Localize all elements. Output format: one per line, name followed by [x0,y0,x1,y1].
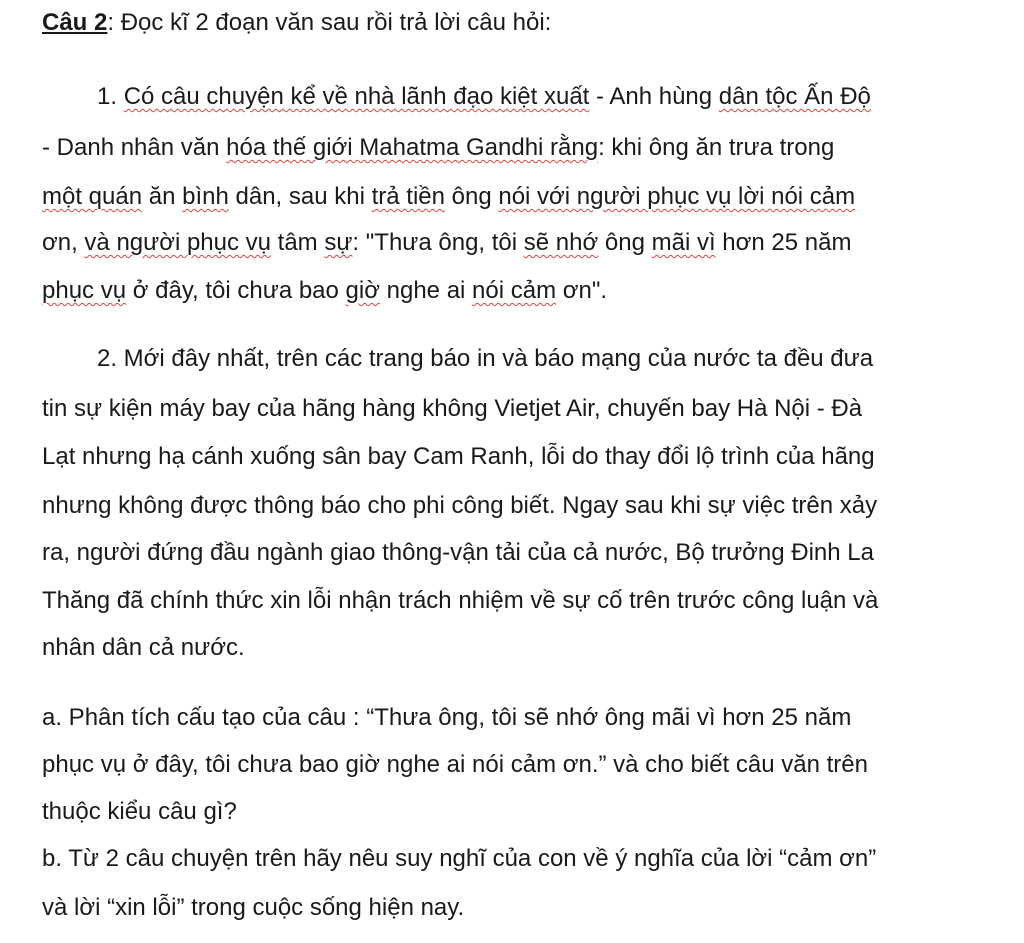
spellcheck-underlined-text: mãi vì [651,229,716,256]
paragraph-2-line: 2. Mới đây nhất, trên các trang báo in và báo mạng của nước ta đều đưa [97,345,874,372]
paragraph-1-text: ăn [142,183,183,210]
paragraph-1-text: - Anh hùng [589,83,719,110]
spellcheck-underlined-text: Có câu chuyện kể về nhà lãnh đạo kiệt xuất [123,83,590,110]
paragraph-1-text: nghe ai [379,277,473,304]
paragraph-1-text: 1. [97,83,124,110]
question-prompt: : Đọc kĩ 2 đoạn văn sau rồi trả lời câu hỏi: [107,9,552,36]
paragraph-1-text: ở đây, tôi chưa bao [126,277,346,304]
paragraph-1-text: ông [444,183,499,210]
paragraph-1-text: - Danh nhân văn [42,134,227,161]
paragraph-1-text: : khi ông ăn trưa trong [598,134,835,161]
paragraph-1-text: ông [598,229,652,256]
spellcheck-underlined-text: dân tộc Ấn Độ [718,83,871,110]
task-a-line: phục vụ ở đây, tôi chưa bao giờ nghe ai nói cảm ơn.” và cho biết câu văn trên [42,751,868,778]
spellcheck-underlined-text: trả tiền [371,183,445,210]
spellcheck-underlined-text: phục vụ [42,277,127,304]
task-a-line: a. Phân tích cấu tạo của câu : “Thưa ông, tôi sẽ nhớ ông mãi vì hơn 25 năm [42,704,852,731]
spellcheck-underlined-text: một quán [42,183,143,210]
paragraph-1-line [42,133,834,163]
question-label: Câu 2 [42,9,108,36]
paragraph-1-text: tâm [271,229,325,256]
spellcheck-underlined-text: sự [324,229,353,256]
spellcheck-underlined-text: và người phục vụ [84,229,271,256]
question-heading [42,8,551,38]
spellcheck-underlined-text: bình [182,183,229,210]
paragraph-2-line: nhân dân cả nước. [42,634,245,661]
paragraph-2-line: nhưng không được thông báo cho phi công biết. Ngay sau khi sự việc trên xảy [42,492,878,519]
task-b-line: và lời “xin lỗi” trong cuộc sống hiện nay. [42,894,465,921]
paragraph-1-text: ơn". [556,277,608,304]
paragraph-1-text: : "Thưa ông, tôi [352,229,524,256]
task-a-line: thuộc kiểu câu gì? [42,798,237,825]
spellcheck-underlined-text: nói cảm [472,277,557,304]
paragraph-1-text: dân, sau khi [228,183,372,210]
paragraph-1-line [42,276,607,306]
paragraph-1-text: ơn, [42,229,85,256]
task-b-line: b. Từ 2 câu chuyện trên hãy nêu suy nghĩ của con về ý nghĩa của lời “cảm ơn” [42,845,877,872]
paragraph-2-line: Lạt nhưng hạ cánh xuống sân bay Cam Ranh, lỗi do thay đổi lộ trình của hãng [42,443,875,470]
spellcheck-underlined-text: sẽ nhớ [523,229,599,256]
paragraph-2-line: ra, người đứng đầu ngành giao thông-vận tải của cả nước, Bộ trưởng Đinh La [42,539,874,566]
spellcheck-underlined-text: nói với người phục vụ lời nói cảm [498,183,856,210]
paragraph-2-line: Thăng đã chính thức xin lỗi nhận trách nhiệm về sự cố trên trước công luận và [42,587,879,614]
paragraph-1-line [42,182,855,212]
paragraph-1-line [42,228,851,258]
paragraph-1-line [97,82,871,112]
spellcheck-underlined-text: hóa thế giới Mahatma Gandhi rằng [226,134,599,161]
paragraph-1-text: hơn 25 năm [715,229,852,256]
spellcheck-underlined-text: giờ [345,277,380,304]
paragraph-2-line: tin sự kiện máy bay của hãng hàng không Vietjet Air, chuyến bay Hà Nội - Đà [42,395,863,422]
